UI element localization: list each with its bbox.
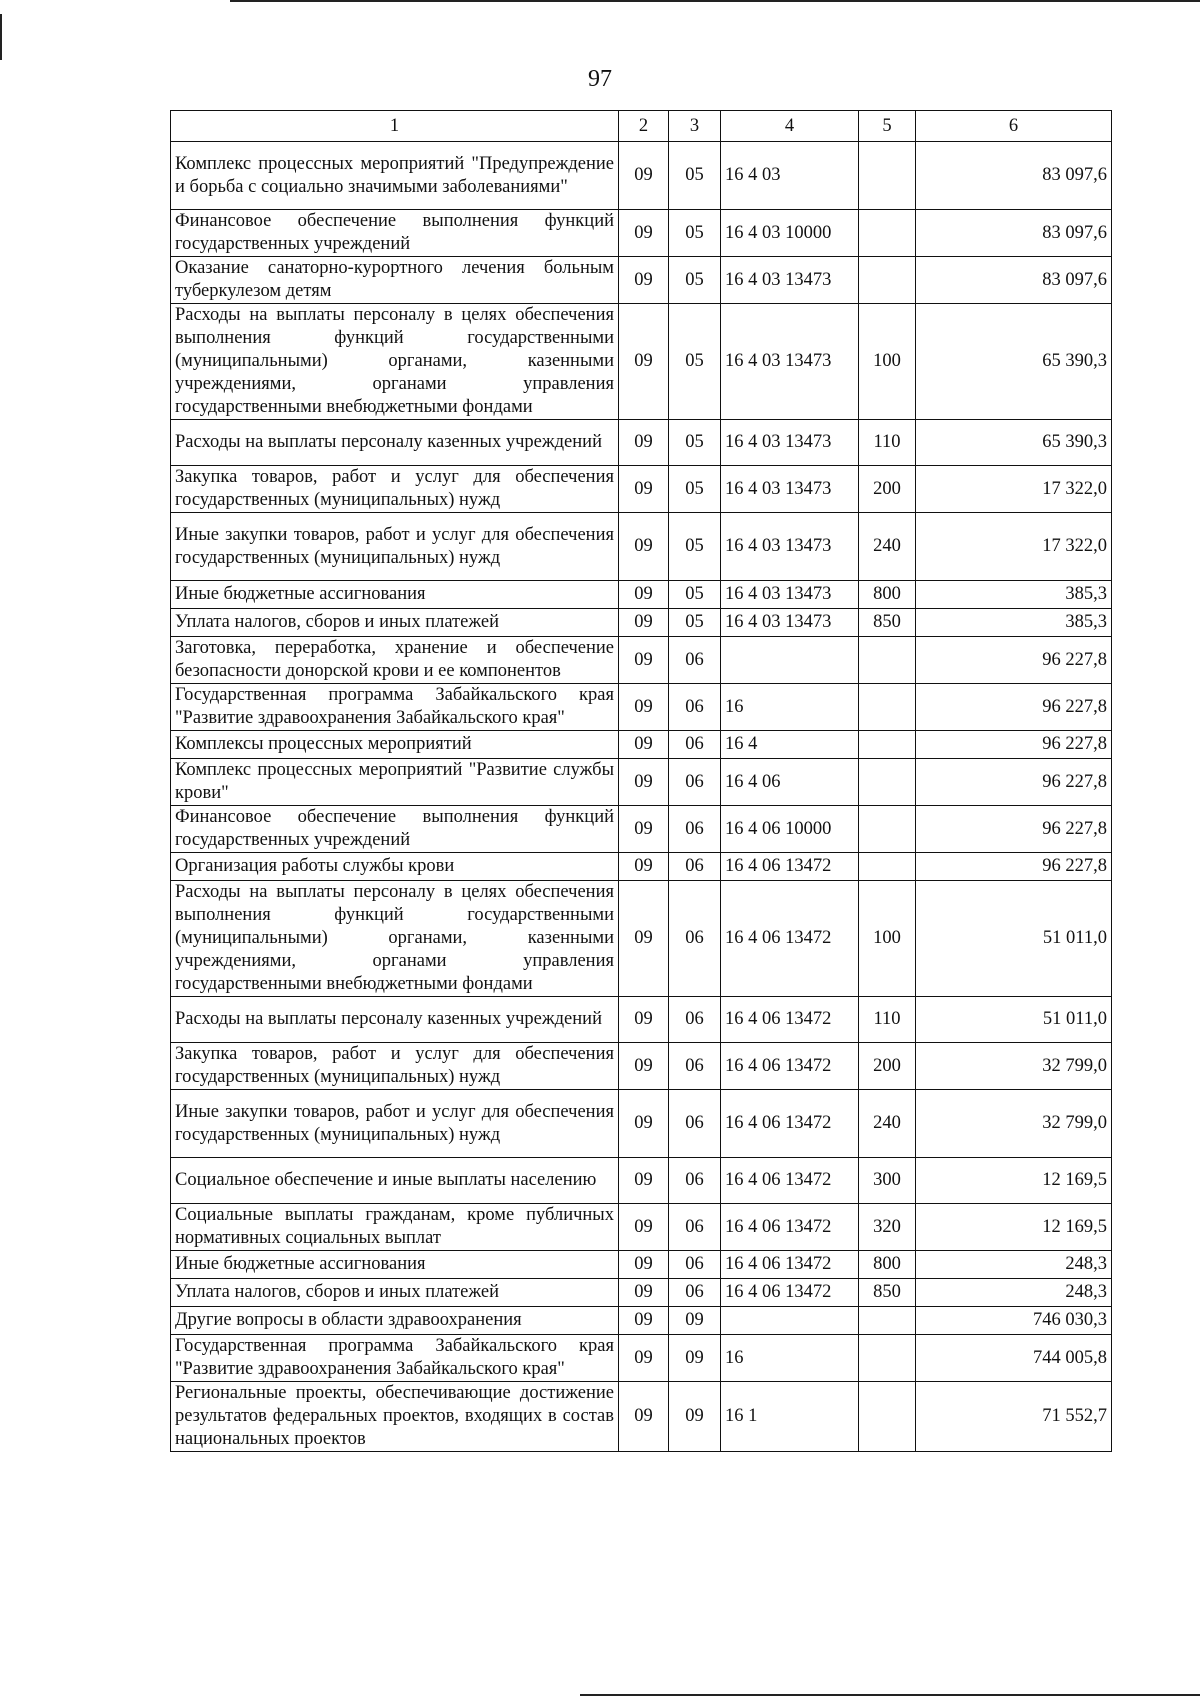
row-target-code: 16 4 06 — [721, 759, 859, 806]
row-target-code: 16 4 03 13473 — [721, 609, 859, 637]
row-subsection: 05 — [669, 513, 721, 581]
row-amount: 83 097,6 — [916, 257, 1112, 304]
row-amount: 96 227,8 — [916, 806, 1112, 853]
row-amount: 83 097,6 — [916, 142, 1112, 210]
row-description: Заготовка, переработка, хранение и обеспечение безопасности донорской крови и ее компонентов — [171, 637, 619, 684]
row-amount: 12 169,5 — [916, 1158, 1112, 1204]
row-target-code: 16 — [721, 684, 859, 731]
row-section: 09 — [619, 1251, 669, 1279]
row-expense-type: 300 — [859, 1158, 916, 1204]
row-target-code: 16 4 06 10000 — [721, 806, 859, 853]
table-row — [171, 881, 1112, 997]
table-row — [171, 1043, 1112, 1090]
table-row — [171, 304, 1112, 420]
row-subsection: 05 — [669, 304, 721, 420]
table-row — [171, 637, 1112, 684]
row-target-code: 16 4 06 13472 — [721, 1090, 859, 1158]
row-subsection: 05 — [669, 210, 721, 257]
row-section: 09 — [619, 142, 669, 210]
row-expense-type — [859, 637, 916, 684]
row-expense-type: 240 — [859, 1090, 916, 1158]
row-expense-type — [859, 1335, 916, 1382]
row-expense-type — [859, 210, 916, 257]
row-expense-type: 100 — [859, 304, 916, 420]
row-expense-type — [859, 684, 916, 731]
row-target-code: 16 4 03 13473 — [721, 420, 859, 466]
row-expense-type — [859, 1382, 916, 1452]
row-amount: 32 799,0 — [916, 1043, 1112, 1090]
row-expense-type — [859, 853, 916, 881]
row-subsection: 05 — [669, 420, 721, 466]
row-section: 09 — [619, 759, 669, 806]
row-description: Комплекс процессных мероприятий "Предупреждение и борьба с социально значимыми заболеваниями" — [171, 142, 619, 210]
row-description: Региональные проекты, обеспечивающие достижение результатов федеральных проектов, входящих в состав национальных проектов — [171, 1382, 619, 1452]
row-target-code: 16 4 03 10000 — [721, 210, 859, 257]
row-amount: 83 097,6 — [916, 210, 1112, 257]
row-description: Расходы на выплаты персоналу казенных учреждений — [171, 420, 619, 466]
row-expense-type: 850 — [859, 1279, 916, 1307]
row-subsection: 06 — [669, 759, 721, 806]
row-section: 09 — [619, 1043, 669, 1090]
row-description: Закупка товаров, работ и услуг для обеспечения государственных (муниципальных) нужд — [171, 466, 619, 513]
row-section: 09 — [619, 684, 669, 731]
table-row — [171, 581, 1112, 609]
row-amount: 32 799,0 — [916, 1090, 1112, 1158]
row-section: 09 — [619, 581, 669, 609]
row-description: Иные бюджетные ассигнования — [171, 581, 619, 609]
row-target-code: 16 4 03 13473 — [721, 581, 859, 609]
row-subsection: 05 — [669, 257, 721, 304]
row-subsection: 05 — [669, 142, 721, 210]
row-section: 09 — [619, 1158, 669, 1204]
row-target-code: 16 4 06 13472 — [721, 997, 859, 1043]
row-expense-type: 320 — [859, 1204, 916, 1251]
header-col-5: 5 — [859, 111, 916, 142]
row-subsection: 09 — [669, 1382, 721, 1452]
row-description: Оказание санаторно-курортного лечения больным туберкулезом детям — [171, 257, 619, 304]
row-expense-type: 850 — [859, 609, 916, 637]
row-subsection: 09 — [669, 1335, 721, 1382]
row-subsection: 06 — [669, 1251, 721, 1279]
row-subsection: 06 — [669, 1158, 721, 1204]
row-amount: 51 011,0 — [916, 881, 1112, 997]
row-amount: 65 390,3 — [916, 304, 1112, 420]
table-row — [171, 142, 1112, 210]
row-subsection: 05 — [669, 609, 721, 637]
row-description: Иные бюджетные ассигнования — [171, 1251, 619, 1279]
row-description: Расходы на выплаты персоналу казенных учреждений — [171, 997, 619, 1043]
row-target-code: 16 4 06 13472 — [721, 1251, 859, 1279]
row-section: 09 — [619, 881, 669, 997]
table-row — [171, 1307, 1112, 1335]
row-description: Социальное обеспечение и иные выплаты населению — [171, 1158, 619, 1204]
table-row — [171, 466, 1112, 513]
row-target-code: 16 4 06 13472 — [721, 1158, 859, 1204]
row-expense-type: 110 — [859, 997, 916, 1043]
row-amount: 17 322,0 — [916, 466, 1112, 513]
row-target-code — [721, 637, 859, 684]
row-expense-type: 240 — [859, 513, 916, 581]
row-expense-type — [859, 142, 916, 210]
row-expense-type — [859, 1307, 916, 1335]
row-section: 09 — [619, 1382, 669, 1452]
table-body — [171, 142, 1112, 1452]
row-description: Финансовое обеспечение выполнения функций государственных учреждений — [171, 806, 619, 853]
table-row — [171, 513, 1112, 581]
row-subsection: 06 — [669, 881, 721, 997]
row-section: 09 — [619, 731, 669, 759]
scan-edge-top — [230, 0, 1200, 2]
row-section: 09 — [619, 257, 669, 304]
table-row — [171, 1090, 1112, 1158]
row-section: 09 — [619, 637, 669, 684]
row-section: 09 — [619, 1335, 669, 1382]
row-description: Расходы на выплаты персоналу в целях обеспечения выполнения функций государственными (муниципальными) органами, казенными учреждениями, органами управления государственными внебюджетными фондами — [171, 881, 619, 997]
header-col-4: 4 — [721, 111, 859, 142]
row-target-code: 16 4 06 13472 — [721, 1043, 859, 1090]
row-section: 09 — [619, 466, 669, 513]
row-subsection: 06 — [669, 1043, 721, 1090]
row-section: 09 — [619, 1307, 669, 1335]
row-description: Расходы на выплаты персоналу в целях обеспечения выполнения функций государственными (муниципальными) органами, казенными учреждениями, органами управления государственными внебюджетными фондами — [171, 304, 619, 420]
row-expense-type — [859, 759, 916, 806]
table-row — [171, 1204, 1112, 1251]
row-section: 09 — [619, 853, 669, 881]
row-amount: 248,3 — [916, 1251, 1112, 1279]
table-row — [171, 759, 1112, 806]
row-expense-type: 110 — [859, 420, 916, 466]
row-section: 09 — [619, 609, 669, 637]
row-description: Уплата налогов, сборов и иных платежей — [171, 609, 619, 637]
row-expense-type: 200 — [859, 1043, 916, 1090]
row-amount: 12 169,5 — [916, 1204, 1112, 1251]
row-expense-type — [859, 806, 916, 853]
table-row — [171, 997, 1112, 1043]
row-subsection: 06 — [669, 806, 721, 853]
row-target-code — [721, 1307, 859, 1335]
row-target-code: 16 1 — [721, 1382, 859, 1452]
row-amount: 96 227,8 — [916, 684, 1112, 731]
row-amount: 65 390,3 — [916, 420, 1112, 466]
budget-table — [170, 110, 1112, 1452]
row-expense-type — [859, 731, 916, 759]
header-col-6: 6 — [916, 111, 1112, 142]
row-amount: 71 552,7 — [916, 1382, 1112, 1452]
row-target-code: 16 4 03 13473 — [721, 304, 859, 420]
table-row — [171, 684, 1112, 731]
row-expense-type: 200 — [859, 466, 916, 513]
row-target-code: 16 4 — [721, 731, 859, 759]
header-col-1: 1 — [171, 111, 619, 142]
scan-edge-bottom — [580, 1694, 1200, 1696]
row-section: 09 — [619, 1279, 669, 1307]
row-subsection: 06 — [669, 684, 721, 731]
row-description: Организация работы службы крови — [171, 853, 619, 881]
row-amount: 385,3 — [916, 609, 1112, 637]
row-amount: 51 011,0 — [916, 997, 1112, 1043]
row-target-code: 16 4 03 13473 — [721, 257, 859, 304]
row-description: Государственная программа Забайкальского края "Развитие здравоохранения Забайкальского края" — [171, 684, 619, 731]
table-row — [171, 806, 1112, 853]
page-number: 97 — [588, 66, 612, 92]
row-description: Государственная программа Забайкальского края "Развитие здравоохранения Забайкальского края" — [171, 1335, 619, 1382]
table-row — [171, 609, 1112, 637]
row-subsection: 06 — [669, 997, 721, 1043]
row-target-code: 16 4 06 13472 — [721, 853, 859, 881]
row-amount: 17 322,0 — [916, 513, 1112, 581]
row-description: Закупка товаров, работ и услуг для обеспечения государственных (муниципальных) нужд — [171, 1043, 619, 1090]
row-expense-type — [859, 257, 916, 304]
row-amount: 96 227,8 — [916, 731, 1112, 759]
row-expense-type: 800 — [859, 581, 916, 609]
row-section: 09 — [619, 210, 669, 257]
row-section: 09 — [619, 420, 669, 466]
row-subsection: 06 — [669, 1090, 721, 1158]
table-row — [171, 853, 1112, 881]
row-section: 09 — [619, 304, 669, 420]
row-description: Социальные выплаты гражданам, кроме публичных нормативных социальных выплат — [171, 1204, 619, 1251]
row-description: Иные закупки товаров, работ и услуг для обеспечения государственных (муниципальных) нужд — [171, 513, 619, 581]
row-section: 09 — [619, 997, 669, 1043]
table-row — [171, 1251, 1112, 1279]
header-col-2: 2 — [619, 111, 669, 142]
table-row — [171, 1335, 1112, 1382]
header-col-3: 3 — [669, 111, 721, 142]
row-target-code: 16 — [721, 1335, 859, 1382]
table-row — [171, 1158, 1112, 1204]
row-subsection: 06 — [669, 637, 721, 684]
row-target-code: 16 4 03 13473 — [721, 513, 859, 581]
row-target-code: 16 4 06 13472 — [721, 881, 859, 997]
row-description: Комплексы процессных мероприятий — [171, 731, 619, 759]
row-description: Уплата налогов, сборов и иных платежей — [171, 1279, 619, 1307]
row-amount: 746 030,3 — [916, 1307, 1112, 1335]
row-amount: 96 227,8 — [916, 637, 1112, 684]
table-row — [171, 257, 1112, 304]
table-row — [171, 1382, 1112, 1452]
table-row — [171, 731, 1112, 759]
row-subsection: 09 — [669, 1307, 721, 1335]
row-subsection: 06 — [669, 731, 721, 759]
row-subsection: 06 — [669, 1204, 721, 1251]
row-amount: 96 227,8 — [916, 853, 1112, 881]
table-row — [171, 1279, 1112, 1307]
scan-edge-left — [0, 14, 2, 60]
table-header-row — [171, 111, 1112, 142]
row-section: 09 — [619, 1090, 669, 1158]
row-section: 09 — [619, 806, 669, 853]
row-amount: 385,3 — [916, 581, 1112, 609]
row-amount: 96 227,8 — [916, 759, 1112, 806]
row-description: Иные закупки товаров, работ и услуг для обеспечения государственных (муниципальных) нужд — [171, 1090, 619, 1158]
row-description: Другие вопросы в области здравоохранения — [171, 1307, 619, 1335]
row-description: Комплекс процессных мероприятий "Развитие службы крови" — [171, 759, 619, 806]
row-description: Финансовое обеспечение выполнения функций государственных учреждений — [171, 210, 619, 257]
row-amount: 744 005,8 — [916, 1335, 1112, 1382]
row-target-code: 16 4 06 13472 — [721, 1279, 859, 1307]
row-target-code: 16 4 06 13472 — [721, 1204, 859, 1251]
table-row — [171, 210, 1112, 257]
row-target-code: 16 4 03 — [721, 142, 859, 210]
row-subsection: 06 — [669, 853, 721, 881]
row-subsection: 06 — [669, 1279, 721, 1307]
row-subsection: 05 — [669, 581, 721, 609]
row-expense-type: 800 — [859, 1251, 916, 1279]
row-subsection: 05 — [669, 466, 721, 513]
row-amount: 248,3 — [916, 1279, 1112, 1307]
row-section: 09 — [619, 513, 669, 581]
table-row — [171, 420, 1112, 466]
row-target-code: 16 4 03 13473 — [721, 466, 859, 513]
row-expense-type: 100 — [859, 881, 916, 997]
row-section: 09 — [619, 1204, 669, 1251]
